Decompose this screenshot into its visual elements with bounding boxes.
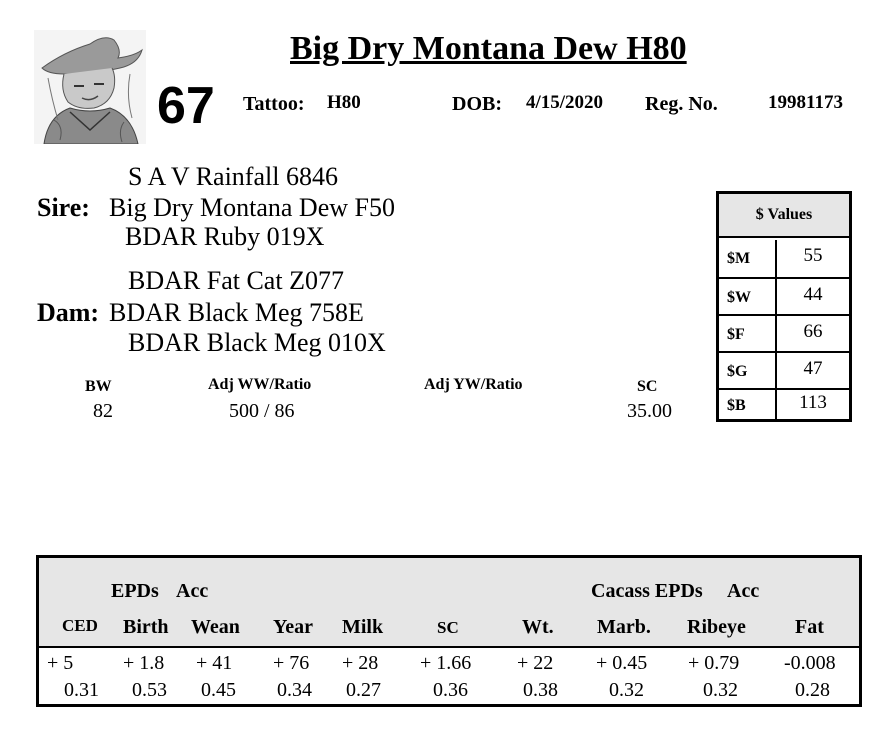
acc-value-year: 0.34: [277, 679, 312, 701]
epds-acc-label: Acc: [176, 580, 209, 602]
sire-sire: S A V Rainfall 6846: [128, 162, 338, 191]
dollar-value-row: [719, 277, 849, 314]
epd-col-marb: Marb.: [597, 616, 651, 638]
acc-value-fat: 0.28: [795, 679, 830, 701]
acc-value-marb: 0.32: [609, 679, 644, 701]
carcass-acc-label: Acc: [727, 580, 760, 602]
epd-value-ced: + 5: [47, 652, 74, 674]
dollar-value-label: $W: [727, 289, 751, 306]
epd-col-sc: SC: [437, 618, 459, 637]
dam-sire: BDAR Fat Cat Z077: [128, 266, 344, 295]
tattoo-label: Tattoo:: [243, 93, 305, 115]
epd-col-milk: Milk: [342, 616, 384, 638]
epd-value-fat: -0.008: [784, 652, 836, 674]
acc-value-sc: 0.36: [433, 679, 468, 701]
dollar-value-label: $G: [727, 363, 748, 380]
acc-value-milk: 0.27: [346, 679, 381, 701]
epd-col-birth: Birth: [123, 616, 169, 638]
epd-col-wean: Wean: [191, 616, 240, 638]
tattoo-value: H80: [327, 92, 361, 113]
dollar-value: 66: [803, 321, 823, 342]
dollar-value: 47: [803, 358, 823, 379]
dollar-values-header: $ Values: [719, 194, 849, 238]
sc-label: SC: [637, 378, 658, 395]
lot-number: 67: [157, 77, 215, 135]
reg-no-label: Reg. No.: [645, 93, 718, 115]
acc-value-wt: 0.38: [523, 679, 558, 701]
bw-label: BW: [85, 378, 112, 395]
dollar-value-row: [719, 388, 849, 419]
sc-value: 35.00: [627, 400, 672, 422]
epd-table: [36, 555, 862, 707]
dam-label: Dam:: [37, 298, 100, 327]
acc-value-wean: 0.45: [201, 679, 236, 701]
dollar-values-table: [716, 191, 852, 422]
dob-value: 4/15/2020: [526, 92, 604, 113]
epd-value-milk: + 28: [342, 652, 379, 674]
epd-value-sc: + 1.66: [420, 652, 472, 674]
dollar-value: 44: [803, 284, 823, 305]
sire-dam: BDAR Ruby 019X: [125, 222, 325, 251]
epd-col-wt: Wt.: [522, 616, 554, 638]
epd-value-year: + 76: [273, 652, 310, 674]
adj-yw-label: Adj YW/Ratio: [424, 376, 523, 393]
epd-header: [39, 558, 859, 648]
epd-col-ced: CED: [62, 616, 98, 635]
bw-value: 82: [93, 400, 113, 422]
dollar-value-label: $M: [727, 250, 751, 267]
adj-ww-value: 500 / 86: [229, 400, 295, 422]
acc-value-birth: 0.53: [132, 679, 167, 701]
epd-col-ribeye: Ribeye: [687, 616, 746, 638]
dollar-value-row: [719, 240, 849, 277]
acc-value-ced: 0.31: [64, 679, 99, 701]
dollar-value-row: [719, 351, 849, 388]
epd-value-wean: + 41: [196, 652, 233, 674]
epds-group-label: EPDs: [111, 580, 159, 602]
reg-no-value: 19981173: [768, 92, 843, 113]
epd-col-fat: Fat: [795, 616, 824, 638]
dollar-value-label: $B: [727, 397, 746, 414]
dollar-value-label: $F: [727, 326, 745, 343]
adj-ww-label: Adj WW/Ratio: [208, 376, 312, 393]
dob-label: DOB:: [452, 93, 502, 115]
animal-title: Big Dry Montana Dew H80: [290, 30, 687, 67]
epd-value-ribeye: + 0.79: [688, 652, 740, 674]
dam-name: BDAR Black Meg 758E: [109, 298, 364, 327]
dam-dam: BDAR Black Meg 010X: [128, 328, 386, 357]
epd-value-birth: + 1.8: [123, 652, 165, 674]
dollar-value: 113: [799, 392, 827, 413]
dollar-value: 55: [803, 245, 823, 266]
epd-col-year: Year: [273, 616, 313, 638]
carcass-epds-label: Cacass EPDs: [591, 580, 703, 602]
dollar-value-row: [719, 314, 849, 351]
epd-value-marb: + 0.45: [596, 652, 648, 674]
epd-value-wt: + 22: [517, 652, 554, 674]
acc-value-ribeye: 0.32: [703, 679, 738, 701]
sire-name: Big Dry Montana Dew F50: [109, 193, 395, 222]
sire-label: Sire:: [37, 193, 90, 222]
cowboy-logo-icon: [34, 30, 146, 144]
